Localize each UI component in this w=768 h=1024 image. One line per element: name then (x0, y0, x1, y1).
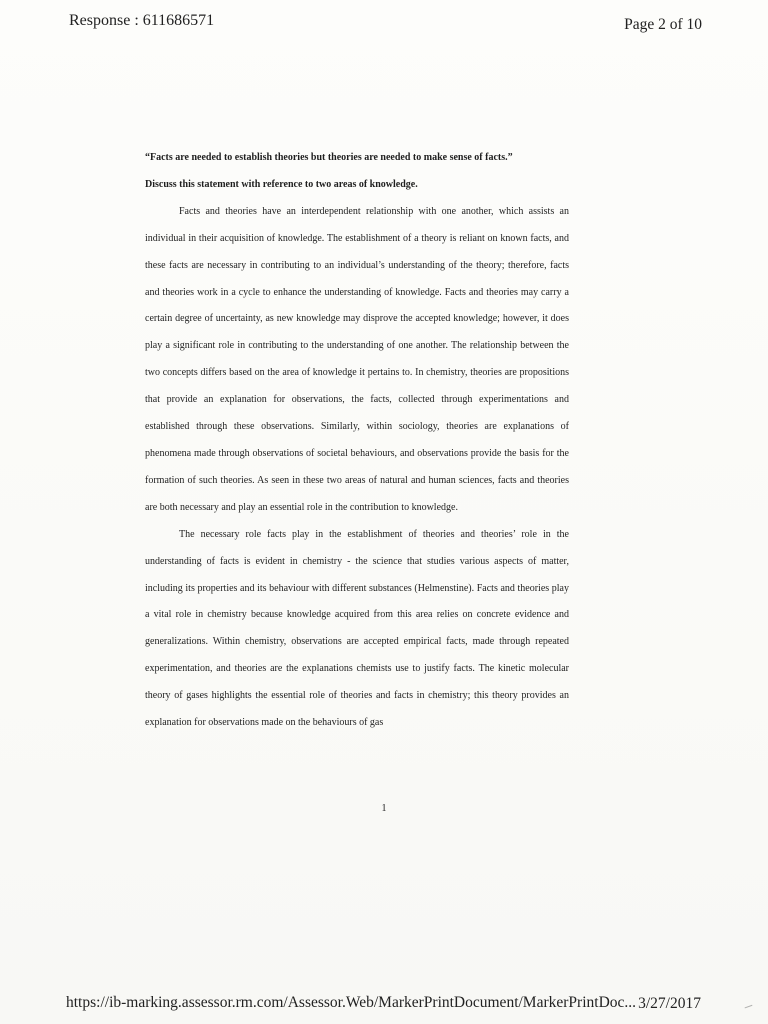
footer-date: 3/27/2017 (638, 995, 701, 1012)
paragraph-1: Facts and theories have an interdependent relationship with one another, which assists an individual in their acquisition of knowledge. The establishment of a theory is reliant on known facts, and these facts are necessary in contributing to an individual’s understanding of the theory; therefore, facts and theories work in a cycle to enhance the understanding of knowledge. Facts and theories may carry a certain degree of uncertainty, as new knowledge may disprove the accepted knowledge; however, it does play a significant role in contributing to the understanding of one another. The relationship between the two concepts differs based on the area of knowledge it pertains to. In chemistry, theories are propositions that provide an explanation for observations, the facts, collected through experimentations and established through these observations. Similarly, within sociology, theories are explanations of phenomena made through observations of societal behaviours, and observations provide the basis for the formation of such theories. As seen in these two areas of natural and human sciences, facts and theories are both necessary and play an essential role in the contribution to knowledge. (145, 205, 569, 513)
essay-title: “Facts are needed to establish theories but theories are needed to make sense of facts.” (145, 152, 513, 163)
page-indicator: Page 2 of 10 (624, 16, 702, 33)
essay-content (145, 145, 569, 737)
scan-corner-mark (745, 1005, 754, 1011)
footer-url: https://ib-marking.assessor.rm.com/Assessor.Web/MarkerPrintDocument/MarkerPrintDoc... (66, 994, 637, 1011)
response-id: Response : 611686571 (69, 12, 215, 29)
page-number: 1 (381, 803, 387, 814)
paragraph-2: The necessary role facts play in the establishment of theories and theories’ role in the understanding of facts is evident in chemistry - the science that studies various aspects of matter, including its properties and its behaviour with different substances (Helmenstine). Facts and theories play a vital role in chemistry because knowledge acquired from this area relies on concrete evidence and generalizations. Within chemistry, observations are accepted empirical facts, made through repeated experimentation, and theories are the explanations chemists use to justify facts. The kinetic molecular theory of gases highlights the essential role of theories and facts in chemistry; this theory provides an explanation for observations made on the behaviours of gas (145, 528, 569, 729)
essay-body (145, 199, 569, 737)
essay-instruction: Discuss this statement with reference to two areas of knowledge. (145, 178, 418, 190)
